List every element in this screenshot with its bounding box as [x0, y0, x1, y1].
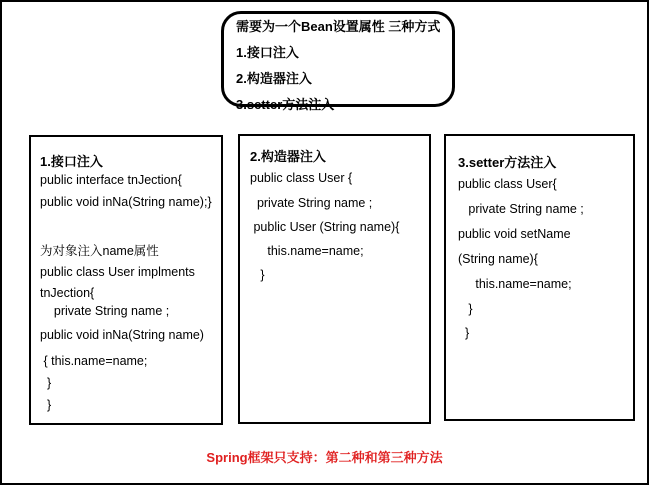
code-line: public void setName: [458, 227, 571, 241]
title-option-1: 1.接口注入: [236, 45, 299, 60]
code-line: public void inNa(String name);}: [40, 195, 212, 209]
code-line: private String name ;: [40, 304, 170, 318]
code-line: public void inNa(String name): [40, 328, 204, 342]
code-line: }: [250, 268, 265, 282]
constructor-injection-box: [238, 134, 431, 424]
code-line: { this.name=name;: [40, 354, 148, 368]
code-line: private String name ;: [458, 202, 584, 216]
footer-note: Spring框架只支持：第二种和第三种方法: [206, 450, 443, 465]
interface-injection-box: [29, 135, 223, 425]
setter-injection-heading: 3.setter方法注入: [458, 155, 557, 170]
title-line: 需要为一个Bean设置属性 三种方式: [236, 19, 441, 34]
interface-injection-heading: 1.接口注入: [40, 154, 103, 169]
code-line: 为对象注入name属性: [40, 244, 159, 258]
setter-injection-box: [444, 134, 635, 421]
title-option-2: 2.构造器注入: [236, 71, 312, 86]
code-line: this.name=name;: [250, 244, 364, 258]
code-line: tnJection{: [40, 286, 95, 300]
code-line: }: [458, 302, 473, 316]
code-line: public class User{: [458, 177, 557, 191]
code-line: public User (String name){: [250, 220, 400, 234]
code-line: [40, 217, 221, 241]
code-line: public interface tnJection{: [40, 173, 182, 187]
title-box: [221, 11, 455, 112]
code-line: (String name){: [458, 252, 538, 266]
code-line: public class User {: [250, 171, 353, 185]
code-line: public class User implments: [40, 265, 195, 279]
code-line: private String name ;: [250, 196, 373, 210]
code-line: }: [40, 376, 52, 390]
title-option-3: 3.setter方法注入: [236, 97, 335, 112]
code-line: }: [458, 326, 470, 340]
code-line: }: [40, 398, 52, 412]
code-line: this.name=name;: [458, 277, 572, 291]
constructor-injection-heading: 2.构造器注入: [250, 149, 326, 164]
